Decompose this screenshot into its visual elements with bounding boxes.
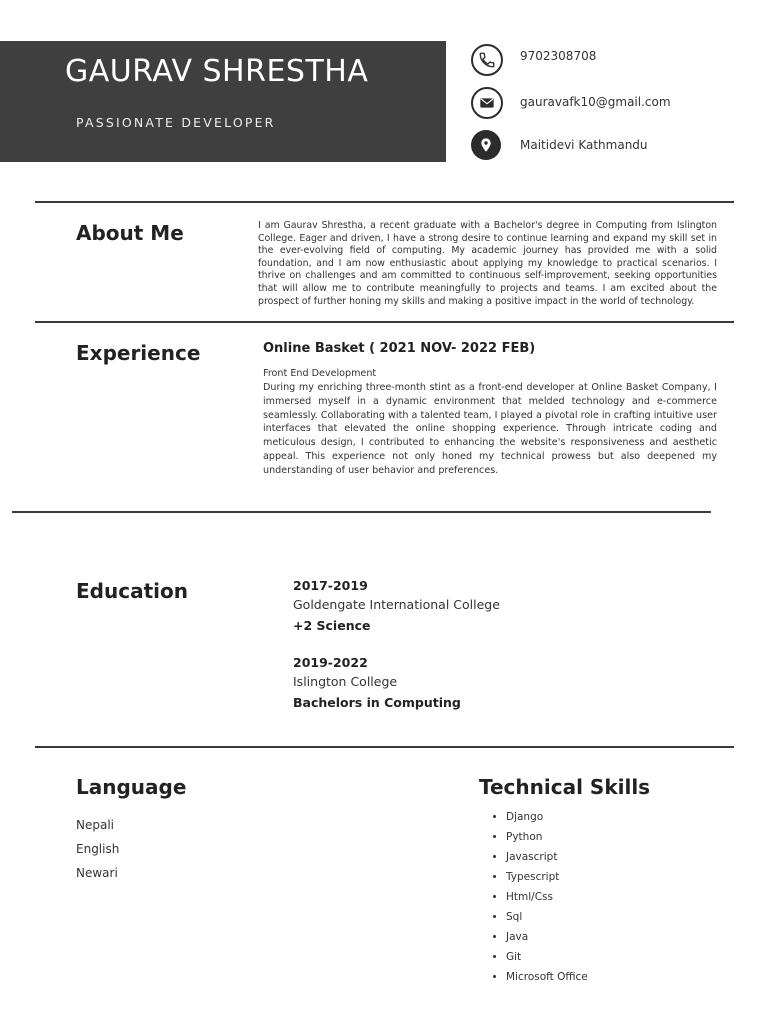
skill-item: • Git xyxy=(506,949,588,969)
section-divider xyxy=(35,746,734,748)
candidate-name: GAURAV SHRESTHA xyxy=(65,54,369,89)
about-title: About Me xyxy=(76,221,184,245)
skill-item: • Python xyxy=(506,829,588,849)
education-school: Islington College xyxy=(293,674,398,689)
skill-item: • Html/Css xyxy=(506,889,588,909)
education-school: Goldengate International College xyxy=(293,597,500,612)
skill-item: • Sql xyxy=(506,909,588,929)
skill-item: • Typescript xyxy=(506,869,588,889)
skills-list xyxy=(490,809,588,989)
about-text: I am Gaurav Shrestha, a recent graduate with a Bachelor's degree in Computing from Islington College. Eager and driven, I have a strong desire to continue learning and expand my skill set in the ever-evolving field of computing. My academic journey has provided me with a solid foundation, and I am now enthusiastic about applying my knowledge to practical scenarios. I thrive on challenges and am committed to continuous self-improvement, seeking opportunities that will allow me to contribute meaningfully to projects and teams. I am excited about the prospect of further honing my skills and making a positive impact in the world of technology. xyxy=(258,220,717,307)
section-divider xyxy=(12,511,711,513)
job-role: Front End Development xyxy=(263,368,377,379)
experience-title: Experience xyxy=(76,341,201,365)
location-text: Maitidevi Kathmandu xyxy=(520,138,648,152)
mail-icon xyxy=(471,87,503,119)
education-years: 2017-2019 xyxy=(293,578,368,593)
language-item: Nepali xyxy=(76,818,114,832)
candidate-tagline: PASSIONATE DEVELOPER xyxy=(76,115,276,130)
skills-title: Technical Skills xyxy=(479,775,651,799)
education-title: Education xyxy=(76,579,188,603)
education-years: 2019-2022 xyxy=(293,655,368,670)
skill-item: • Django xyxy=(506,809,588,829)
education-degree: Bachelors in Computing xyxy=(293,695,461,710)
phone-icon xyxy=(471,44,503,76)
section-divider xyxy=(35,201,734,203)
location-pin-icon xyxy=(471,130,501,160)
language-item: Newari xyxy=(76,866,118,880)
education-degree: +2 Science xyxy=(293,618,371,633)
job-title: Online Basket ( 2021 NOV- 2022 FEB) xyxy=(263,341,536,356)
skill-item: • Java xyxy=(506,929,588,949)
section-divider xyxy=(35,321,734,323)
skill-item: • Javascript xyxy=(506,849,588,869)
language-title: Language xyxy=(76,775,187,799)
job-description: During my enriching three-month stint as a front-end developer at Online Basket Company, I immersed myself in a dynamic environment that melded technology and e-commerce seamlessly. Collaborating with a talented team, I played a pivotal role in crafting intuitive user interfaces that elevated the online shopping experience. Through intricate coding and meticulous design, I contributed to enhancing the website's responsiveness and aesthetic appeal. This experience not only honed my technical prowess but also deepened my understanding of user behavior and preferences. xyxy=(263,382,717,476)
skill-item: • Microsoft Office xyxy=(506,969,588,989)
phone-number[interactable]: 9702308708 xyxy=(520,49,597,63)
language-item: English xyxy=(76,842,120,856)
email-address[interactable]: gauravafk10@gmail.com xyxy=(520,95,671,109)
